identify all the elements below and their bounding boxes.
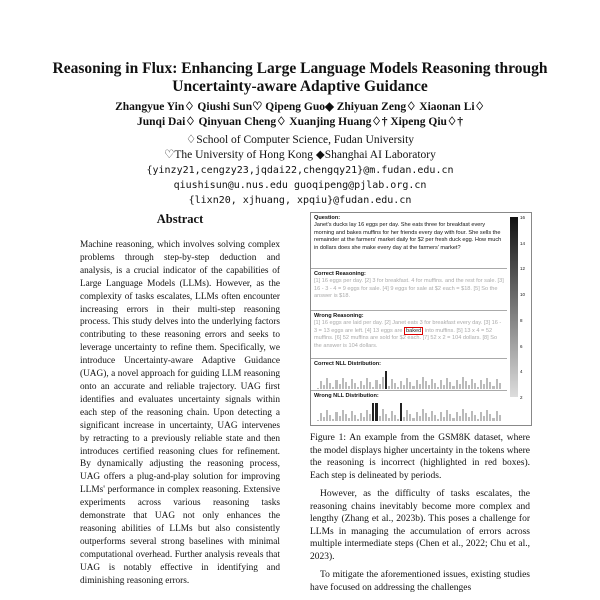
colorbar (510, 217, 518, 397)
nll-bar (379, 384, 381, 389)
wrong-reasoning-label: Wrong Reasoning: (314, 313, 364, 319)
nll-bar (412, 386, 414, 389)
nll-bar (366, 410, 368, 421)
nll-bar (335, 412, 337, 421)
nll-bar (477, 419, 479, 422)
nll-bar (363, 385, 365, 390)
nll-bar (326, 378, 328, 389)
paper-title: Reasoning in Flux: Enhancing Large Language Models Reasoning through Uncertainty-aware Adaptive Guidance (52, 60, 548, 95)
figure-1 (310, 212, 532, 426)
nll-bar (434, 415, 436, 421)
nll-bar (360, 413, 362, 422)
nll-bar (326, 410, 328, 421)
nll-bar (335, 380, 337, 389)
colorbar-tick: 12 (520, 266, 526, 272)
nll-bar (452, 418, 454, 421)
nll-bar (492, 418, 494, 421)
nll-bar (449, 382, 451, 389)
nll-bar (428, 417, 430, 421)
colorbar-tick: 6 (520, 343, 523, 349)
paragraph-2: To mitigate the aforementioned issues, existing studies have focused on addressing the challenges (310, 570, 530, 593)
authors-line-2: Junqi Dai♢ Qinyuan Cheng♢ Xuanjing Huang♢† Xipeng Qiu♢† (137, 116, 463, 128)
nll-bar (499, 415, 501, 421)
nll-bar (406, 378, 408, 389)
nll-bar (385, 414, 387, 422)
intro-column (310, 488, 530, 600)
nll-bar (462, 409, 464, 421)
nll-bar (345, 382, 347, 390)
authors-line-1: Zhangyue Yin♢ Qiushi Sun♡ Qipeng Guo◆ Zhiyuan Zeng♢ Xiaonan Li♢ (115, 101, 485, 113)
nll-bar (320, 381, 322, 389)
nll-bar (434, 383, 436, 389)
nll-bar (394, 415, 396, 421)
correct-dist-label: Correct NLL Distribution: (314, 361, 382, 367)
nll-bar (465, 381, 467, 389)
nll-bar (437, 387, 439, 389)
nll-bar (416, 380, 418, 390)
nll-bar (480, 380, 482, 389)
nll-bar (372, 403, 374, 421)
nll-bar (474, 383, 476, 390)
wrong-reasoning-part-b: into muffins. [5] 13 x 4 = 52 muffins. [6] 52 muffins are sold for $2 each. [7] 52 x 2 = 104 dollars. [8] So the answer is 104 dollars. (314, 327, 498, 349)
affiliations (40, 133, 560, 208)
nll-bar (342, 410, 344, 422)
wrong-reasoning-part-a: [1] 16 eggs are laid per day. [2] Janet eats 3 for breakfast every day. [3] 16 - 3 = 13 eggs are left. [4] 13 eggs are (314, 320, 502, 334)
nll-bar (428, 385, 430, 389)
nll-bar (446, 410, 448, 422)
nll-bar (446, 378, 448, 390)
nll-bar (397, 387, 399, 389)
nll-bar (357, 419, 359, 421)
correct-reasoning-text: [1] 16 eggs per day. [2] 3 for breakfast. 4 for muffins. and the rest for sale. [3] 16 - 3 - 4 = 9 eggs for sale. [4] 9 eggs for sale at $2 each = $18. [5] So the answer is $18. (314, 278, 504, 300)
nll-bar (339, 384, 341, 389)
affiliation-1: ♢School of Computer Science, Fudan University (185, 134, 415, 146)
nll-bar (329, 415, 331, 422)
nll-bar (412, 418, 414, 421)
nll-bar (317, 420, 319, 422)
nll-bar (468, 417, 470, 421)
nll-bar (489, 414, 491, 422)
nll-bar (474, 415, 476, 422)
nll-bar (409, 382, 411, 389)
nll-bar (419, 416, 421, 422)
nll-bar (317, 388, 319, 390)
wrong-reasoning-section (311, 311, 507, 359)
question-text: Janet's ducks lay 16 eggs per day. She eats three for breakfast every morning and bakes muffins for her friends every day with four. She sells the remainder at the farmers' market daily for $2 per fresh duck egg. How much in dollars does she make every day at the farmers' market? (314, 222, 502, 251)
abstract-heading: Abstract (156, 212, 204, 226)
author-list (40, 100, 560, 130)
wrong-nll-distribution (314, 400, 504, 422)
nll-bar (489, 382, 491, 390)
nll-bar (406, 410, 408, 421)
nll-bar (363, 417, 365, 422)
figure-caption: Figure 1: An example from the GSM8K dataset, where the model displays higher uncertainty in the tokens where the reasoning is incorrect (highlighted in red boxes). Each step is delineated by periods. (310, 433, 530, 481)
nll-bar (329, 383, 331, 390)
nll-bar (357, 387, 359, 389)
wrong-dist-section (311, 391, 507, 425)
nll-bar (375, 403, 377, 421)
nll-bar (339, 416, 341, 421)
nll-bar (385, 371, 387, 389)
nll-bar (354, 383, 356, 389)
nll-bar (471, 379, 473, 390)
colorbar-tick: 14 (520, 240, 526, 246)
nll-bar (369, 382, 371, 389)
nll-bar (388, 386, 390, 390)
email-2: qiushisun@u.nus.edu guoqipeng@pjlab.org.cn (173, 180, 427, 191)
figure-panel (311, 213, 507, 425)
nll-bar (452, 386, 454, 389)
nll-bar (409, 414, 411, 421)
nll-bar (403, 385, 405, 390)
nll-bar (425, 413, 427, 421)
nll-bar (486, 378, 488, 390)
nll-bar (360, 381, 362, 390)
nll-bar (425, 381, 427, 389)
nll-bar (320, 413, 322, 421)
nll-bar (499, 383, 501, 389)
nll-bar (323, 385, 325, 389)
nll-bar (422, 409, 424, 421)
nll-bar (394, 383, 396, 389)
nll-bar (391, 379, 393, 389)
nll-bar (397, 419, 399, 421)
colorbar-tick: 8 (520, 317, 523, 323)
nll-bar (351, 411, 353, 421)
abstract-text: Machine reasoning, which involves solving complex problems through step-by-step deduction and analysis, is a crucial indicator of the capabilities of Large Language Models (LLMs). However, as the complexity of tasks escalates, LLMs often encounter increasing errors in their multi-step reasoning process. This study delves into the underlying factors contributing to these reasoning errors and seeks to leverage uncertainty to refine them. Specifically, we introduce Uncertainty-aware Adaptive Guidance (UAG), a novel approach for guiding LLM reasoning onto an accurate and reliable trajectory. UAG first identifies and evaluates uncertainty signals within each step of the reasoning chain. Upon detecting a significant increase in uncertainty, UAG intervenes by retracting to a previously reliable state and then introduces certified reasoning clues for refinement. By dynamically adjusting the reasoning process, UAG offers a plug-and-play solution for improving LLMs' performance in complex reasoning. Extensive experiments across various reasoning tasks demonstrate that UAG not only enhances the reasoning abilities of LLMs but also consistently outperforms several strong baselines with minimal computational overhead. Further analysis reveals that UAG is notably effective in identifying and diminishing reasoning errors. (80, 240, 280, 586)
nll-bar (443, 385, 445, 390)
nll-bar (456, 380, 458, 390)
colorbar-tick: 2 (520, 395, 523, 400)
question-label: Question: (314, 215, 341, 221)
nll-bar (437, 419, 439, 421)
correct-nll-distribution (314, 368, 504, 390)
colorbar-tick: 10 (520, 292, 526, 298)
correct-reasoning-label: Correct Reasoning: (314, 271, 366, 277)
nll-bar (468, 385, 470, 389)
nll-bar (348, 418, 350, 422)
nll-bar (440, 380, 442, 389)
nll-bar (400, 403, 402, 421)
nll-bar (419, 384, 421, 390)
nll-bar (366, 378, 368, 389)
nll-bar (483, 416, 485, 421)
paragraph-1: However, as the difficulty of tasks escalates, the reasoning chains inevitably become more complex and lengthy (Zhang et al., 2023b). This poses a challenge for LLMs in managing the accumulation of errors across multiple intermediate steps (Chen et al., 2022; Chu et al., 2023). (310, 489, 530, 562)
nll-bar (477, 387, 479, 390)
nll-bar (459, 416, 461, 422)
correct-dist-section (311, 359, 507, 391)
nll-bar (496, 379, 498, 389)
colorbar-tick: 16 (520, 215, 526, 220)
wrong-reasoning-text (314, 320, 504, 350)
colorbar-tick: 4 (520, 369, 523, 375)
nll-bar (391, 411, 393, 421)
nll-bar (443, 417, 445, 422)
nll-bar (332, 419, 334, 422)
nll-bar (403, 417, 405, 422)
nll-bar (348, 386, 350, 390)
nll-bar (354, 415, 356, 421)
email-3: {lixn20, xjhuang, xpqiu}@fudan.edu.cn (188, 195, 412, 206)
nll-bar (496, 411, 498, 421)
nll-bar (456, 412, 458, 422)
nll-bar (416, 412, 418, 422)
affiliation-2: ♡The University of Hong Kong ◆Shanghai AI Laboratory (164, 149, 436, 161)
nll-bar (480, 412, 482, 421)
nll-bar (462, 377, 464, 389)
email-1: {yinzy21,cengzy23,jqdai22,chengqy21}@m.fudan.edu.cn (146, 165, 454, 176)
nll-bar (465, 413, 467, 421)
nll-bar (342, 378, 344, 390)
colorbar-ticks (520, 215, 532, 401)
nll-bar (422, 377, 424, 389)
nll-bar (431, 379, 433, 390)
nll-bar (471, 411, 473, 422)
nll-bar (459, 384, 461, 390)
nll-bar (351, 379, 353, 389)
nll-bar (382, 409, 384, 421)
nll-bar (486, 410, 488, 422)
wrong-dist-label: Wrong NLL Distribution: (314, 393, 379, 399)
nll-bar (379, 416, 381, 421)
nll-bar (388, 418, 390, 422)
nll-bar (449, 414, 451, 421)
nll-bar (382, 377, 384, 389)
nll-bar (375, 380, 377, 390)
nll-bar (483, 384, 485, 389)
nll-bar (345, 414, 347, 422)
question-section (311, 213, 507, 269)
nll-bar (332, 387, 334, 390)
nll-bar (323, 417, 325, 421)
nll-bar (492, 386, 494, 389)
nll-bar (431, 411, 433, 422)
nll-bar (400, 381, 402, 390)
nll-bar (440, 412, 442, 421)
correct-reasoning-section (311, 269, 507, 311)
nll-bar (369, 414, 371, 421)
abstract-column (80, 212, 280, 587)
error-highlight: baked (406, 327, 422, 334)
nll-bar (372, 387, 374, 390)
